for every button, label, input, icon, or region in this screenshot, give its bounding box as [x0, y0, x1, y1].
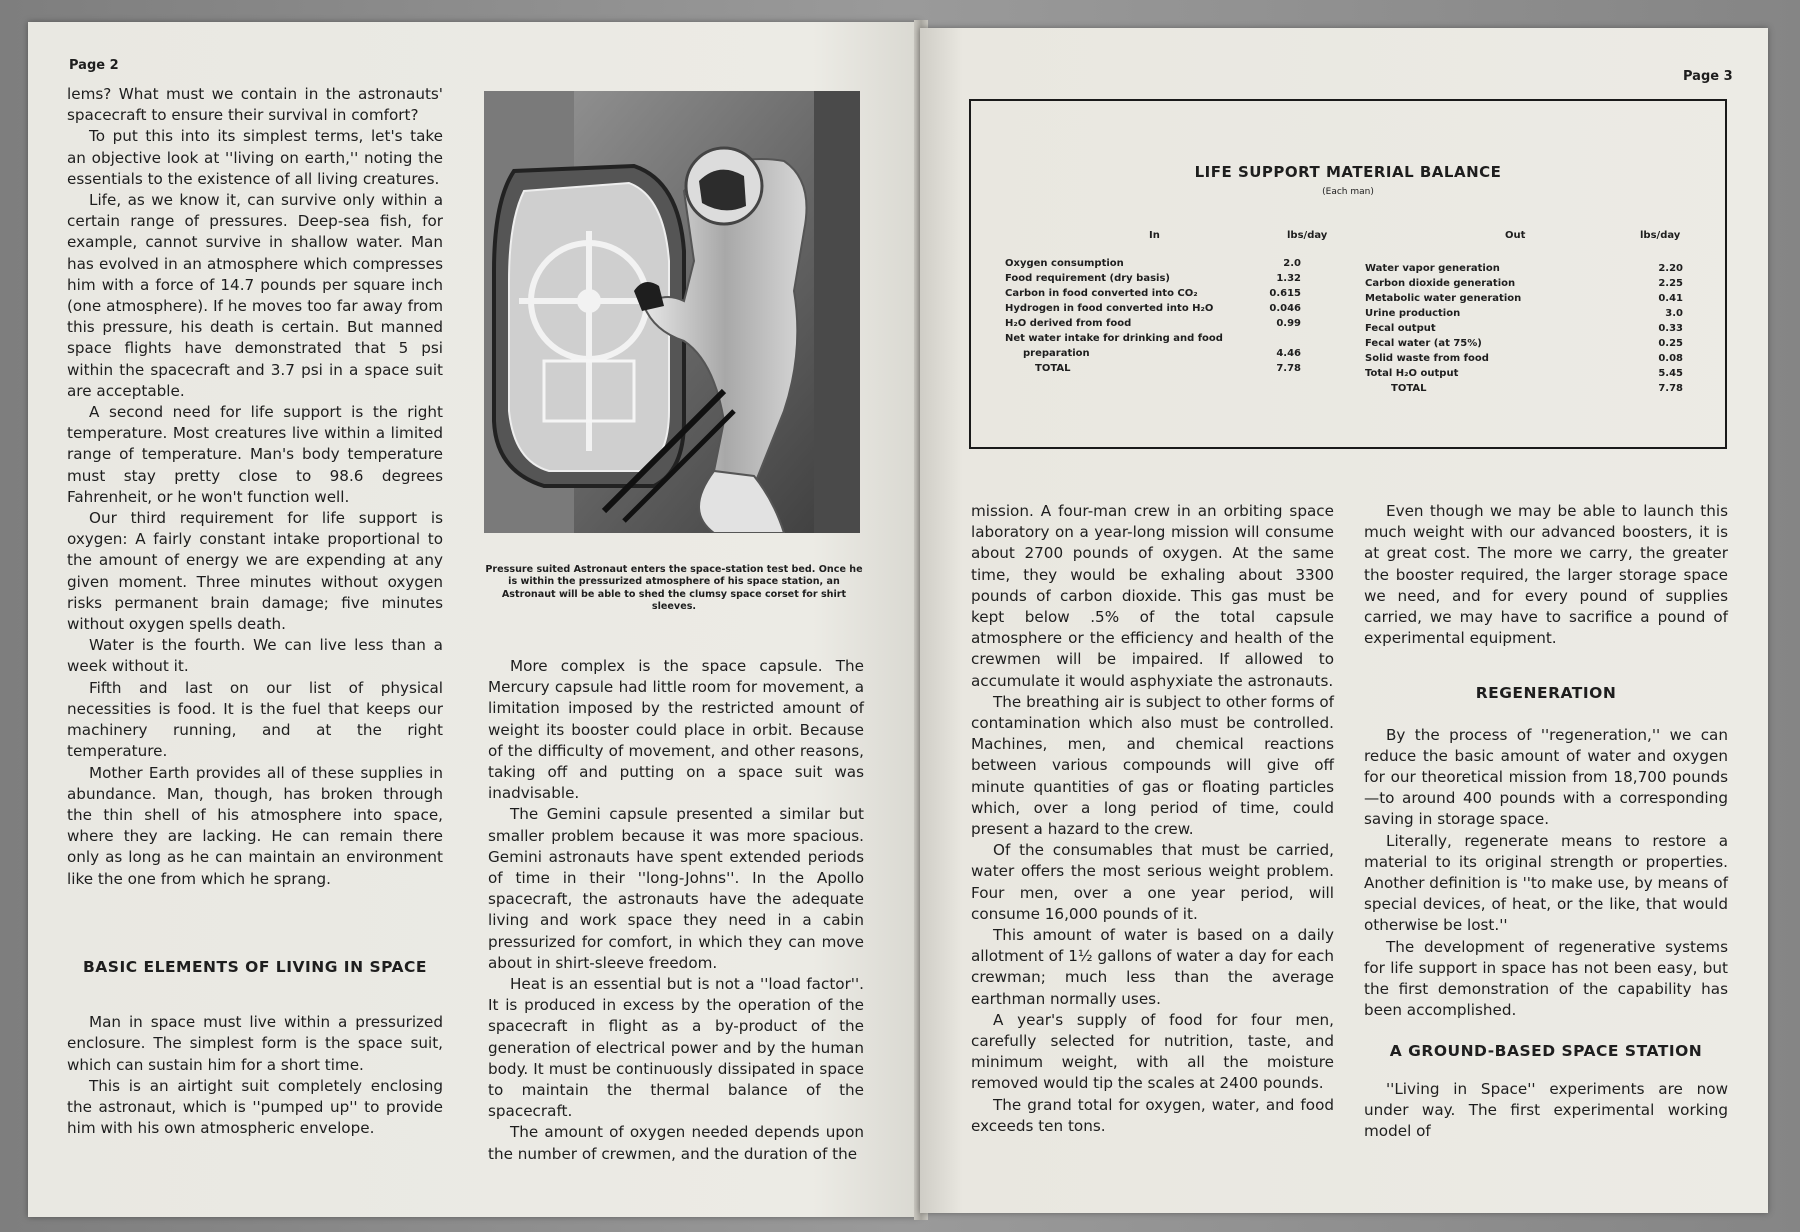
paragraph: Man in space must live within a pressurized enclosure. The simplest form is the space suit, which can sustain him for a short time.	[67, 1013, 443, 1074]
out-total-label: TOTAL	[1391, 383, 1427, 394]
out-row-value: 5.45	[1658, 368, 1683, 379]
out-row-label: Total H₂O output	[1365, 368, 1459, 379]
out-row-label: Fecal output	[1365, 323, 1436, 334]
section-heading: BASIC ELEMENTS OF LIVING IN SPACE	[82, 958, 428, 976]
out-row-label: Metabolic water generation	[1365, 293, 1522, 304]
paragraph: This is an airtight suit completely enclosing the astronaut, which is ''pumped up'' to provide him with his own atmospheric envelope.	[67, 1076, 443, 1138]
in-header: In	[1149, 230, 1160, 241]
in-row-value: 2.0	[1283, 258, 1301, 269]
paragraph: A year's supply of food for four men, carefully selected for nutrition, taste, and minimum weight, with all the moisture removed would tip the scales at 2400 pounds.	[971, 1010, 1334, 1093]
right-page	[920, 28, 1768, 1213]
photo-caption: Pressure suited Astronaut enters the space-station test bed. Once he is within the pressurized atmosphere of his space station, an Astronaut will be able to shed the clumsy space corset for shirt sleeves.	[485, 564, 863, 613]
material-balance-table	[969, 99, 1727, 449]
out-row-label: Carbon dioxide generation	[1365, 278, 1516, 289]
paragraph: ''Living in Space'' experiments are now under way. The first experimental working model of	[1364, 1079, 1728, 1141]
section-heading-ground-station: A GROUND-BASED SPACE STATION	[1389, 1042, 1703, 1061]
out-row-value: 2.20	[1658, 263, 1683, 274]
paragraph: Life, as we know it, can survive only within a certain range of pressures. Deep-sea fish, for example, cannot survive in shallow water. Man has evolved in an atmosphere which compresses him with a force of 14.7 pounds per square inch (one atmosphere). If he moves too far away from this pressure, his death is certain. But manned space flights have demonstrated that 5 psi within the spacecraft and 3.7 psi in a space suit are acceptable.	[67, 191, 443, 400]
out-row-value: 0.08	[1658, 353, 1683, 364]
unit-header-in: lbs/day	[1287, 230, 1328, 241]
in-row-value: 0.615	[1269, 288, 1301, 299]
page-number: Page 2	[69, 58, 119, 73]
left-page	[28, 22, 920, 1217]
astronaut-illustration	[484, 91, 860, 533]
out-row-value: 0.25	[1658, 338, 1683, 349]
in-row-value: 1.32	[1276, 273, 1301, 284]
in-total-label: TOTAL	[1035, 363, 1071, 374]
in-total-value: 7.78	[1276, 363, 1301, 374]
in-row-label: preparation	[1023, 348, 1090, 359]
in-row-label: Carbon in food converted into CO₂	[1005, 288, 1198, 299]
paragraph: The Gemini capsule presented a similar but smaller problem because it was more spacious. Gemini astronauts have spent extended periods of time in their ''long-Johns''. In the Apollo spacecraft, the astronauts have the adequate living and work space they need in a cabin pressurized for comfort, in which they can move about in shirt-sleeve freedom.	[488, 805, 864, 972]
in-row-value: 4.46	[1276, 348, 1301, 359]
out-total-value: 7.78	[1658, 383, 1683, 394]
column-3	[971, 501, 1334, 1137]
paragraph: The grand total for oxygen, water, and food exceeds ten tons.	[971, 1095, 1334, 1135]
out-row-label: Urine production	[1365, 308, 1461, 319]
paragraph: By the process of ''regeneration,'' we can reduce the basic amount of water and oxygen for our theoretical mission from 18,700 pounds—to around 400 pounds with a corresponding saving in storage space.	[1364, 725, 1728, 829]
paragraph: More complex is the space capsule. The Mercury capsule had little room for movement, a limitation imposed by the restricted amount of weight its booster could place in orbit. Because of the difficulty of movement, and other reasons, taking off and putting on a space suit was inadvisable.	[488, 657, 864, 803]
astronaut-photo	[484, 91, 860, 533]
paragraph: A second need for life support is the right temperature. Most creatures live within a limited range of temperature. Man's body temperature must stay pretty close to 98.6 degrees Fahrenheit, or he won't function well.	[67, 403, 443, 506]
column-1	[67, 84, 443, 890]
out-header: Out	[1505, 230, 1526, 241]
out-row-label: Solid waste from food	[1365, 353, 1489, 364]
out-row-value: 0.41	[1658, 293, 1683, 304]
paragraph: lems? What must we contain in the astronauts' spacecraft to ensure their survival in comfort?	[67, 85, 443, 125]
page-number: Page 3	[1683, 69, 1733, 84]
column-2	[488, 656, 864, 1165]
table-subtitle: (Each man)	[1322, 187, 1374, 197]
in-row-value: 0.99	[1276, 318, 1301, 329]
paragraph: The breathing air is subject to other forms of contamination which also must be controlled. Machines, men, and chemical reactions between various compounds will give off minute quantities of gas or floating particles which, over a long period of time, could present a hazard to the crew.	[971, 692, 1334, 839]
table-title: LIFE SUPPORT MATERIAL BALANCE	[1194, 163, 1502, 181]
out-row-value: 2.25	[1658, 278, 1683, 289]
paragraph: Water is the fourth. We can live less than a week without it.	[67, 636, 443, 676]
out-row-label: Fecal water (at 75%)	[1365, 338, 1482, 349]
paragraph: Even though we may be able to launch this much weight with our advanced boosters, it is at great cost. The more we carry, the greater the booster required, the larger storage space we need, and for every pound of supplies carried, we may have to sacrifice a pound of experimental equipment.	[1364, 502, 1728, 648]
in-row-label: Hydrogen in food converted into H₂O	[1005, 303, 1214, 314]
paragraph: The development of regenerative systems for life support in space has not been easy, but the first demonstration of the capability has been accomplished.	[1364, 937, 1728, 1020]
out-row-value: 0.33	[1658, 323, 1683, 334]
paragraph: Fifth and last on our list of physical necessities is food. It is the fuel that keeps our machinery running, and at the right temperature.	[67, 678, 443, 761]
column-1-lower	[67, 957, 443, 1139]
in-row-label: H₂O derived from food	[1005, 318, 1132, 329]
in-row-value: 0.046	[1269, 303, 1301, 314]
in-row-label: Food requirement (dry basis)	[1005, 273, 1170, 284]
paragraph: Mother Earth provides all of these supplies in abundance. Man, though, has broken through the thin shell of his atmosphere into space, where they are lacking. He can remain there only as long as he can maintain an environment like the one from which he sprang.	[67, 763, 443, 888]
paragraph: This amount of water is based on a daily allotment of 1½ gallons of water a day for each crewman; much less than the average earthman normally uses.	[971, 926, 1334, 1008]
paragraph: To put this into its simplest terms, let's take an objective look at ''living on earth,'' noting the essentials to the existence of all living creatures.	[67, 127, 443, 188]
section-heading-regeneration: REGENERATION	[1475, 684, 1617, 703]
unit-header-out: lbs/day	[1640, 230, 1681, 241]
out-row-value: 3.0	[1665, 308, 1683, 319]
paragraph: Heat is an essential but is not a ''load factor''. It is produced in excess by the operation of the spacecraft in flight as a by-product of the generation of electrical power and by the human body. It must be continuously dissipated in space to maintain the thermal balance of the spacecraft.	[488, 975, 864, 1121]
paragraph: Literally, regenerate means to restore a material to its original strength or properties. Another definition is ''to make use, by means of special devices, of heat, or the like, that would otherwise be lost.''	[1364, 831, 1728, 935]
out-row-label: Water vapor generation	[1365, 263, 1500, 274]
paragraph: Of the consumables that must be carried, water offers the most serious weight problem. Four men, over a one year period, will consume 16,000 pounds of it.	[971, 841, 1334, 923]
in-row-label: Net water intake for drinking and food	[1005, 333, 1223, 344]
paragraph: mission. A four-man crew in an orbiting space laboratory on a year-long mission will consume about 2700 pounds of oxygen. At the same time, they would be exhaling about 3300 pounds of carbon dioxide. This gas must be kept below .5% of the total capsule atmosphere or the efficiency and health of the crewmen will be impaired. If allowed to accumulate it would asphyxiate the astronauts.	[971, 502, 1334, 690]
column-4	[1364, 501, 1728, 1142]
paragraph: The amount of oxygen needed depends upon the number of crewmen, and the duration of the	[488, 1123, 864, 1163]
paragraph: Our third requirement for life support is oxygen: A fairly constant intake proportional to the amount of energy we are expending at any given moment. Three minutes without oxygen risks permanent brain damage; five minutes without oxygen spells death.	[67, 509, 443, 634]
in-row-label: Oxygen consumption	[1005, 258, 1124, 269]
